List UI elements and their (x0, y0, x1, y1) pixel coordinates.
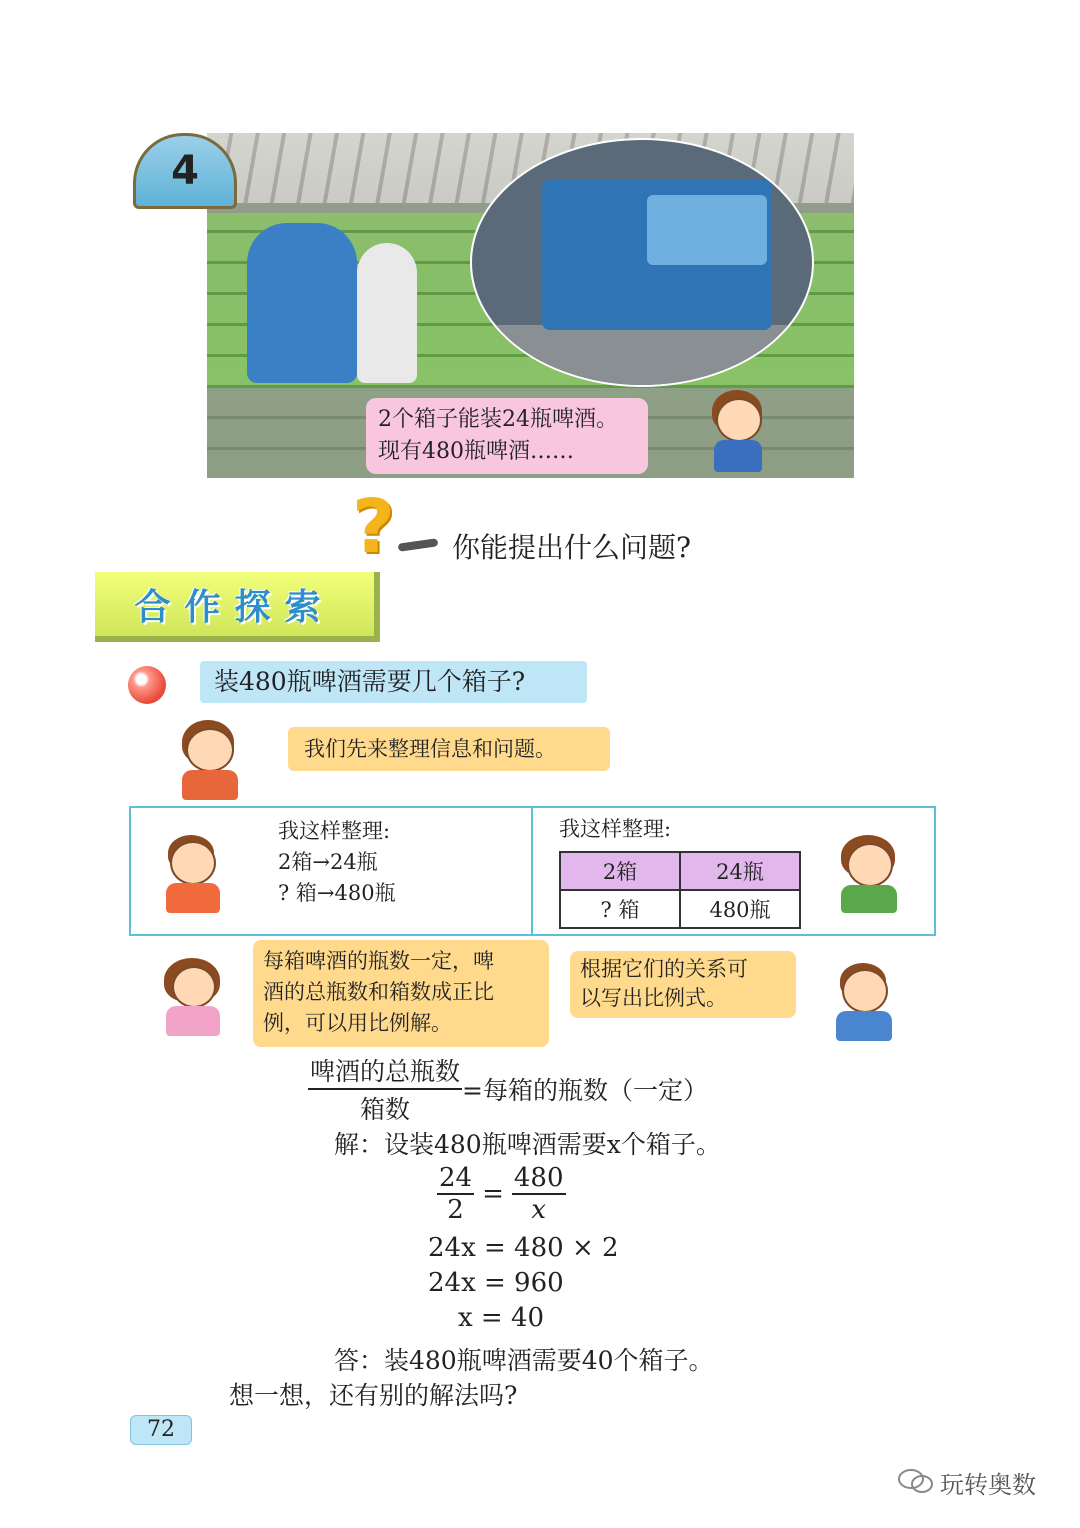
tip-bubble-relation (570, 951, 796, 1018)
girl-illustration (700, 390, 780, 475)
table-cell: 480瓶 (680, 890, 800, 928)
formula-denominator: 箱数 (360, 1095, 411, 1124)
table-cell: ? 箱 (560, 890, 680, 928)
tip-ratio-line1: 每箱啤酒的瓶数一定，啤 (263, 949, 494, 973)
formula-rhs: =每箱的瓶数（一定） (462, 1076, 708, 1105)
photo-speech-bubble (366, 398, 648, 474)
truck-cab (647, 195, 767, 265)
organize-right-title: 我这样整理: (559, 817, 672, 841)
formula-numerator: 啤酒的总瓶数 (308, 1052, 462, 1090)
tip-relation-line1: 根据它们的关系可 (580, 957, 748, 981)
table-cell: 24瓶 (680, 852, 800, 890)
worker-figure (247, 223, 357, 383)
question-mark-icon: ? (352, 484, 395, 570)
tip-ratio-line3: 例，可以用比例解。 (263, 1011, 452, 1035)
ratio-formula (308, 1052, 708, 1126)
solution-setup: 解：设装480瓶啤酒需要x个箱子。 (334, 1130, 721, 1159)
equation-step-1: 24x = 480 × 2 (428, 1233, 619, 1263)
bullet-ball-icon (128, 666, 166, 704)
photo-bubble-line1: 2个箱子能装24瓶啤酒。 (378, 407, 618, 432)
think-prompt: 想一想，还有别的解法吗? (229, 1381, 518, 1410)
prompt-text: 你能提出什么问题? (452, 531, 692, 564)
worker-figure-2 (357, 243, 417, 383)
right-denominator: x (531, 1195, 547, 1225)
wechat-icon (898, 1468, 934, 1494)
frame-divider (531, 806, 533, 936)
right-numerator: 480 (513, 1163, 564, 1193)
photo-bubble-line2: 现有480瓶啤酒…… (378, 439, 574, 464)
table-row (560, 852, 800, 890)
formula-fraction (308, 1052, 462, 1126)
equation-right-fraction (512, 1163, 566, 1225)
question-box: 装480瓶啤酒需要几个箱子? (200, 661, 587, 703)
girl-illustration (160, 958, 230, 1038)
left-numerator: 24 (439, 1163, 473, 1193)
watermark-text: 玩转奥数 (940, 1471, 1036, 1499)
left-denominator: 2 (447, 1195, 464, 1225)
equation-step-3: x = 40 (458, 1303, 545, 1333)
girl-illustration (176, 720, 256, 802)
tip-bubble-ratio (253, 940, 549, 1047)
girl-illustration (833, 835, 907, 915)
organize-left-line1: 2箱→24瓶 (278, 850, 378, 874)
equals-sign: = (482, 1179, 504, 1209)
tip-ratio-line2: 酒的总瓶数和箱数成正比 (263, 980, 494, 1004)
truck-floor (472, 325, 812, 385)
lesson-number-badge: 4 (133, 133, 237, 209)
table-cell: 2箱 (560, 852, 680, 890)
truck-inset-photo (470, 138, 814, 387)
section-heading: 合作探索 (95, 572, 380, 642)
equation-step-2: 24x = 960 (428, 1268, 564, 1298)
table-row (560, 890, 800, 928)
proportion-equation (437, 1163, 566, 1225)
page-number: 72 (130, 1415, 192, 1445)
tip-bubble-organize: 我们先来整理信息和问题。 (288, 727, 610, 771)
tip-relation-line2: 以写出比例式。 (580, 986, 727, 1010)
boy-illustration (160, 835, 230, 915)
boy-illustration (830, 963, 900, 1043)
organize-table (559, 851, 801, 929)
organize-left-title: 我这样整理: (278, 819, 391, 843)
equation-left-fraction (437, 1163, 474, 1225)
organize-left-line2: ? 箱→480瓶 (278, 881, 396, 905)
answer-text: 答：装480瓶啤酒需要40个箱子。 (334, 1346, 714, 1375)
